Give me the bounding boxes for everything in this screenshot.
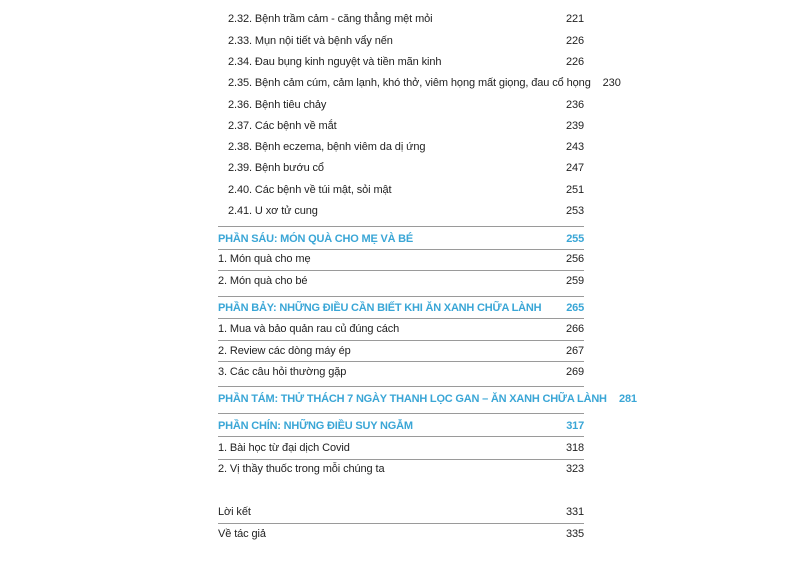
toc-entry-label: Về tác giả	[218, 528, 266, 540]
toc-entry-page: 256	[565, 253, 584, 265]
toc-entry-2-36[interactable]	[228, 95, 584, 115]
toc-entry-2-41[interactable]	[228, 201, 584, 221]
toc-entry-page: 266	[565, 323, 584, 335]
toc-part-page: 265	[566, 302, 584, 314]
toc-entry-afterword[interactable]	[218, 502, 584, 522]
toc-entry-2-38[interactable]	[228, 137, 584, 157]
toc-entry-page: 247	[565, 162, 584, 174]
toc-entry-page: 335	[565, 528, 584, 540]
toc-entry-2-40[interactable]	[228, 180, 584, 200]
toc-entry-page: 323	[565, 463, 584, 475]
toc-entry-gift-baby[interactable]	[218, 271, 584, 291]
divider	[218, 436, 584, 437]
toc-part-title: PHẦN TÁM: THỬ THÁCH 7 NGÀY THANH LỌC GAN – ĂN XANH CHỮA LÀNH	[218, 393, 607, 405]
toc-entry-page: 331	[565, 506, 584, 518]
toc-entry-label: Lời kết	[218, 506, 251, 518]
toc-entry-label: 2.33. Mụn nội tiết và bệnh vẩy nến	[228, 35, 393, 47]
toc-entry-covid-lesson[interactable]	[218, 438, 584, 458]
toc-entry-2-32[interactable]	[228, 9, 584, 29]
toc-part-title: PHẦN SÁU: MÓN QUÀ CHO MẸ VÀ BÉ	[218, 233, 414, 245]
toc-entry-page: 251	[565, 184, 584, 196]
toc-entry-label: 2.38. Bệnh eczema, bệnh viêm da dị ứng	[228, 141, 426, 153]
toc-entry-buy-vegetables[interactable]	[218, 319, 584, 339]
toc-entry-page: 221	[565, 13, 584, 25]
toc-entry-label: 2. Vị thầy thuốc trong mỗi chúng ta	[218, 463, 385, 475]
toc-entry-about-author[interactable]	[218, 524, 584, 544]
toc-entry-label: 2.40. Các bệnh về túi mật, sỏi mật	[228, 184, 392, 196]
toc-entry-label: 3. Các câu hỏi thường gặp	[218, 366, 347, 378]
divider	[218, 296, 584, 297]
toc-entry-gift-mother[interactable]	[218, 249, 584, 269]
toc-entry-label: 2.34. Đau bụng kinh nguyệt và tiền mãn kinh	[228, 56, 442, 68]
toc-entry-page: 267	[565, 345, 584, 357]
toc-part-title: PHẦN CHÍN: NHỮNG ĐIỀU SUY NGẪM	[218, 420, 413, 432]
toc-entry-label: 1. Bài học từ đại dịch Covid	[218, 442, 350, 454]
toc-entry-label: 1. Món quà cho mẹ	[218, 253, 311, 265]
toc-entry-page: 230	[602, 77, 621, 89]
toc-entry-label: 2.39. Bệnh bướu cổ	[228, 162, 324, 174]
toc-entry-label: 2.36. Bệnh tiêu chảy	[228, 99, 327, 111]
toc-entry-label: 1. Mua và bảo quản rau củ đúng cách	[218, 323, 400, 335]
toc-entry-page: 239	[565, 120, 584, 132]
toc-part-eight[interactable]	[218, 389, 637, 409]
toc-entry-faq[interactable]	[218, 362, 584, 382]
toc-entry-label: 2.35. Bệnh cảm cúm, cảm lạnh, khó thở, viêm họng mất giọng, đau cổ họng	[228, 77, 591, 89]
toc-entry-page: 243	[565, 141, 584, 153]
toc-entry-label: 2. Món quà cho bé	[218, 275, 308, 287]
toc-part-six[interactable]	[218, 229, 584, 249]
toc-entry-label: 2. Review các dòng máy ép	[218, 345, 351, 357]
toc-part-seven[interactable]	[218, 298, 584, 318]
toc-entry-label: 2.32. Bệnh trầm cảm - căng thẳng mệt mỏi	[228, 13, 433, 25]
toc-part-nine[interactable]	[218, 416, 584, 436]
divider	[218, 226, 584, 227]
toc-entry-page: 236	[565, 99, 584, 111]
toc-entry-page: 318	[565, 442, 584, 454]
toc-entry-page: 269	[565, 366, 584, 378]
toc-entry-inner-doctor[interactable]	[218, 459, 584, 479]
toc-entry-juicer-review[interactable]	[218, 341, 584, 361]
toc-entry-2-35[interactable]	[228, 73, 621, 93]
toc-part-page: 317	[566, 420, 584, 432]
toc-entry-2-37[interactable]	[228, 116, 584, 136]
toc-part-title: PHẦN BẢY: NHỮNG ĐIỀU CẦN BIẾT KHI ĂN XANH CHỮA LÀNH	[218, 302, 542, 314]
toc-entry-page: 226	[565, 35, 584, 47]
toc-entry-page: 226	[565, 56, 584, 68]
toc-part-page: 281	[619, 393, 637, 405]
toc-entry-page: 253	[565, 205, 584, 217]
divider	[218, 413, 584, 414]
toc-entry-2-34[interactable]	[228, 52, 584, 72]
toc-entry-page: 259	[565, 275, 584, 287]
toc-entry-label: 2.37. Các bệnh về mắt	[228, 120, 337, 132]
toc-part-page: 255	[566, 233, 584, 245]
toc-entry-2-39[interactable]	[228, 158, 584, 178]
toc-entry-2-33[interactable]	[228, 31, 584, 51]
divider	[218, 386, 584, 387]
toc-entry-label: 2.41. U xơ tử cung	[228, 205, 318, 217]
